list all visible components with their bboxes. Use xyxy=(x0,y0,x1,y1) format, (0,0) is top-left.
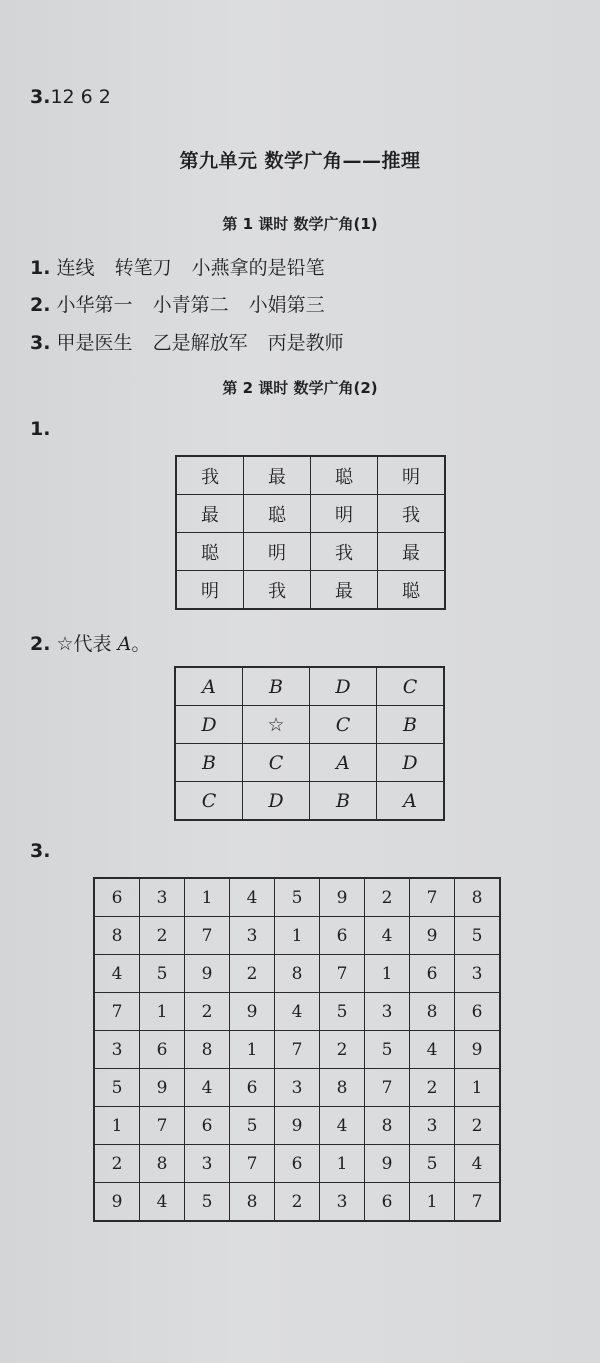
table-cell: 7 xyxy=(410,878,455,917)
table-cell: 最 xyxy=(244,456,311,495)
table-cell: 2 xyxy=(365,878,410,917)
table-row xyxy=(94,955,500,993)
table-cell: 2 xyxy=(185,993,230,1031)
table-row xyxy=(94,993,500,1031)
table-cell: 8 xyxy=(140,1145,185,1183)
table-cell: D xyxy=(243,782,310,821)
table-cell: 7 xyxy=(365,1069,410,1107)
sudoku-grid-table xyxy=(93,877,501,1222)
table-cell: 明 xyxy=(176,571,244,610)
table-cell: 5 xyxy=(140,955,185,993)
table-row xyxy=(175,744,444,782)
table-cell: 5 xyxy=(230,1107,275,1145)
question-number: 3. xyxy=(30,332,51,354)
question-number: 1. xyxy=(30,257,51,279)
table-cell: 7 xyxy=(140,1107,185,1145)
answer-part: 小娟第三 xyxy=(248,294,325,316)
table-row xyxy=(94,1183,500,1222)
table-row xyxy=(175,782,444,821)
table-cell: 5 xyxy=(410,1145,455,1183)
answer-text: 12 6 2 xyxy=(50,86,111,108)
table-cell: 明 xyxy=(244,533,311,571)
table-cell: D xyxy=(310,667,377,706)
table-cell: 我 xyxy=(378,495,446,533)
table-cell: 明 xyxy=(378,456,446,495)
table-cell: 2 xyxy=(275,1183,320,1222)
table-row xyxy=(176,533,445,571)
table-row xyxy=(175,667,444,706)
table-cell: A xyxy=(175,667,243,706)
table-cell: 6 xyxy=(230,1069,275,1107)
table-cell: 6 xyxy=(185,1107,230,1145)
table-row xyxy=(176,571,445,610)
table-cell: 3 xyxy=(365,993,410,1031)
table-cell: 1 xyxy=(275,917,320,955)
table-cell: 3 xyxy=(185,1145,230,1183)
table-cell: 5 xyxy=(320,993,365,1031)
table-cell: 最 xyxy=(311,571,378,610)
table-cell: 5 xyxy=(94,1069,140,1107)
table-cell: 4 xyxy=(140,1183,185,1222)
table-cell: 2 xyxy=(140,917,185,955)
table-cell: 8 xyxy=(275,955,320,993)
table-cell: 3 xyxy=(320,1183,365,1222)
table-cell: 3 xyxy=(455,955,501,993)
table-cell: 4 xyxy=(275,993,320,1031)
table-cell: 聪 xyxy=(176,533,244,571)
table-cell: 5 xyxy=(365,1031,410,1069)
table-cell: C xyxy=(310,706,377,744)
table-cell: 7 xyxy=(185,917,230,955)
table-cell: 5 xyxy=(275,878,320,917)
table-cell: 7 xyxy=(275,1031,320,1069)
table-cell: B xyxy=(175,744,243,782)
table-cell: 2 xyxy=(455,1107,501,1145)
question-number: 3. xyxy=(30,86,51,108)
table-row xyxy=(94,1031,500,1069)
answer-part: 丙是教师 xyxy=(267,332,344,354)
table-cell: 聪 xyxy=(311,456,378,495)
table-cell: 3 xyxy=(410,1107,455,1145)
table-cell: 7 xyxy=(230,1145,275,1183)
lesson1-answer-2 xyxy=(30,290,325,317)
table-cell: A xyxy=(377,782,445,821)
table-cell: 5 xyxy=(185,1183,230,1222)
question-number: 2. xyxy=(30,633,51,655)
table-cell: 1 xyxy=(410,1183,455,1222)
table-cell: 4 xyxy=(230,878,275,917)
table-cell: B xyxy=(377,706,445,744)
table-cell: C xyxy=(175,782,243,821)
unit-title: 第九单元 数学广角——推理 xyxy=(179,150,421,172)
table-cell: 最 xyxy=(176,495,244,533)
table-cell: 6 xyxy=(455,993,501,1031)
answer-part: 小华第一 xyxy=(56,294,133,316)
table-cell: 2 xyxy=(94,1145,140,1183)
table-cell: 最 xyxy=(378,533,446,571)
lesson1-answer-3 xyxy=(30,328,344,355)
table-cell: 5 xyxy=(455,917,501,955)
table-cell: 9 xyxy=(365,1145,410,1183)
question-2-line xyxy=(30,629,150,656)
table-cell: 我 xyxy=(311,533,378,571)
table-cell: 4 xyxy=(410,1031,455,1069)
table-row xyxy=(175,706,444,744)
table-cell: 聪 xyxy=(244,495,311,533)
grid-1-table xyxy=(175,455,446,610)
table-cell: 7 xyxy=(455,1183,501,1222)
table-cell: 9 xyxy=(185,955,230,993)
table-cell: B xyxy=(310,782,377,821)
table-cell: 6 xyxy=(320,917,365,955)
table-cell: 2 xyxy=(320,1031,365,1069)
lesson1-answer-1 xyxy=(30,253,325,280)
question-2-suffix: 。 xyxy=(131,633,151,655)
table-cell: 1 xyxy=(185,878,230,917)
table-cell: D xyxy=(175,706,243,744)
table-cell: 9 xyxy=(275,1107,320,1145)
table-cell: 4 xyxy=(365,917,410,955)
table-cell: 4 xyxy=(185,1069,230,1107)
table-cell: A xyxy=(310,744,377,782)
table-cell: 8 xyxy=(320,1069,365,1107)
table-row xyxy=(94,1145,500,1183)
table-cell: 我 xyxy=(176,456,244,495)
table-row xyxy=(94,1107,500,1145)
table-cell: 9 xyxy=(94,1183,140,1222)
table-cell: 9 xyxy=(230,993,275,1031)
answer-part: 乙是解放军 xyxy=(152,332,248,354)
answer-part: 甲是医生 xyxy=(56,332,133,354)
answer-part: 小燕拿的是铅笔 xyxy=(191,257,325,279)
question-2-text: ☆代表 xyxy=(56,633,118,655)
lesson-2-title: 第 2 课时 数学广角(2) xyxy=(222,379,378,397)
table-cell: 8 xyxy=(230,1183,275,1222)
table-cell: 6 xyxy=(140,1031,185,1069)
answer-part: 连线 xyxy=(56,257,95,279)
table-cell: 明 xyxy=(311,495,378,533)
answer-part: 小青第二 xyxy=(152,294,229,316)
question-2-variable: A xyxy=(117,633,132,655)
table-cell: 7 xyxy=(94,993,140,1031)
table-cell: 8 xyxy=(410,993,455,1031)
table-cell: 9 xyxy=(455,1031,501,1069)
table-cell: 1 xyxy=(230,1031,275,1069)
table-cell: 2 xyxy=(410,1069,455,1107)
table-row xyxy=(94,917,500,955)
table-cell: 1 xyxy=(365,955,410,993)
table-cell: B xyxy=(243,667,310,706)
table-row xyxy=(94,1069,500,1107)
table-cell: C xyxy=(377,667,445,706)
table-cell: 1 xyxy=(94,1107,140,1145)
table-cell: C xyxy=(243,744,310,782)
table-cell: 6 xyxy=(410,955,455,993)
table-cell: 9 xyxy=(320,878,365,917)
table-cell: 9 xyxy=(140,1069,185,1107)
table-cell: 聪 xyxy=(378,571,446,610)
table-cell: 4 xyxy=(320,1107,365,1145)
table-cell: 9 xyxy=(410,917,455,955)
table-cell: 8 xyxy=(185,1031,230,1069)
grid-2-table xyxy=(174,666,445,821)
table-cell: 6 xyxy=(275,1145,320,1183)
table-row xyxy=(176,456,445,495)
answer-part: 转笔刀 xyxy=(114,257,172,279)
question-3-number: 3. xyxy=(30,840,51,862)
table-cell: 3 xyxy=(94,1031,140,1069)
answer-3-top xyxy=(30,86,111,108)
table-cell: 6 xyxy=(365,1183,410,1222)
question-1-number: 1. xyxy=(30,418,51,440)
table-cell: 2 xyxy=(230,955,275,993)
table-cell: 1 xyxy=(140,993,185,1031)
table-row xyxy=(94,878,500,917)
table-cell: 6 xyxy=(94,878,140,917)
table-cell: D xyxy=(377,744,445,782)
table-cell: 3 xyxy=(140,878,185,917)
lesson-1-title: 第 1 课时 数学广角(1) xyxy=(222,215,378,233)
table-cell: 我 xyxy=(244,571,311,610)
table-cell: 8 xyxy=(365,1107,410,1145)
table-cell: 3 xyxy=(230,917,275,955)
table-cell: 8 xyxy=(94,917,140,955)
table-cell: 4 xyxy=(455,1145,501,1183)
table-cell: 1 xyxy=(320,1145,365,1183)
table-cell: 4 xyxy=(94,955,140,993)
table-cell: ☆ xyxy=(243,706,310,744)
question-number: 2. xyxy=(30,294,51,316)
table-cell: 1 xyxy=(455,1069,501,1107)
table-cell: 7 xyxy=(320,955,365,993)
table-cell: 3 xyxy=(275,1069,320,1107)
table-cell: 8 xyxy=(455,878,501,917)
table-row xyxy=(176,495,445,533)
